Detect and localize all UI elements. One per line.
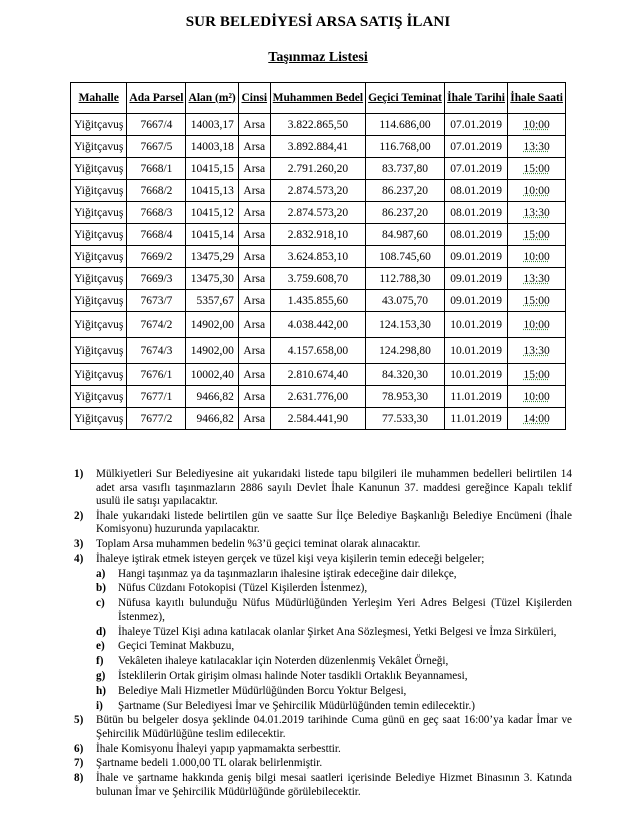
table-cell: 2.631.776,00 <box>270 386 365 408</box>
table-cell: Yiğitçavuş <box>71 158 127 180</box>
table-cell: 15:00 <box>508 158 566 180</box>
document-text: Nüfus Cüzdanı Fotokopisi (Tüzel Kişilerden İstenmez), <box>118 582 368 595</box>
table-cell: 2.810.674,40 <box>270 364 365 386</box>
table-cell: 14003,17 <box>186 114 238 136</box>
document-text: Hangi taşınmaz ya da taşınmazların ihalesine iştirak edeceğine dair dilekçe, <box>118 567 457 580</box>
condition-item <box>74 510 572 537</box>
column-header: Geçici Teminat <box>366 83 445 114</box>
table-cell: 7674/3 <box>127 338 186 364</box>
column-header: Alan (m²) <box>186 83 238 114</box>
table-cell: Arsa <box>238 202 270 224</box>
table-cell: 10415,15 <box>186 158 238 180</box>
table-cell: Arsa <box>238 136 270 158</box>
table-header-row <box>71 83 566 114</box>
table-cell: 4.157.658,00 <box>270 338 365 364</box>
table-cell: Arsa <box>238 158 270 180</box>
table-cell: Arsa <box>238 386 270 408</box>
table-row <box>71 268 566 290</box>
document-text: İsteklilerin Ortak girişim olması halinde Noter tasdikli Ortaklık Beyannamesi, <box>118 669 468 682</box>
document-text: Nüfusa kayıtlı bulunduğu Nüfus Müdürlüğünden Yerleşim Yeri Adres Belgesi (Tüzel Kişilerden İstenmez), <box>118 597 572 623</box>
document-letter: e) <box>96 640 105 653</box>
table-cell: 07.01.2019 <box>444 114 507 136</box>
table-cell: 07.01.2019 <box>444 136 507 158</box>
document-letter: c) <box>96 597 105 610</box>
condition-item <box>74 538 572 552</box>
table-cell: 10:00 <box>508 312 566 338</box>
table-cell: 10.01.2019 <box>444 364 507 386</box>
document-item <box>96 700 572 714</box>
table-cell: 86.237,20 <box>366 202 445 224</box>
table-cell: 14:00 <box>508 408 566 430</box>
table-cell: 2.874.573,20 <box>270 202 365 224</box>
table-body <box>71 114 566 430</box>
condition-number: 8) <box>74 772 84 785</box>
table-cell: 2.874.573,20 <box>270 180 365 202</box>
document-text: Belediye Mali Hizmetler Müdürlüğünden Borcu Yoktur Belgesi, <box>118 684 407 697</box>
condition-number: 4) <box>74 552 84 565</box>
table-row <box>71 338 566 364</box>
table-cell: Arsa <box>238 364 270 386</box>
table-cell: 3.624.853,10 <box>270 246 365 268</box>
column-header: İhale Saati <box>508 83 566 114</box>
announcement-title: SUR BELEDİYESİ ARSA SATIŞ İLANI <box>185 14 451 30</box>
table-cell: Yiğitçavuş <box>71 202 127 224</box>
table-cell: 9466,82 <box>186 386 238 408</box>
table-cell: 10002,40 <box>186 364 238 386</box>
condition-text: Mülkiyetleri Sur Belediyesine ait yukarıdaki listede tapu bilgileri ile muhammen bedelleri belirtilen 14 adet arsa vasıflı taşınmazların 2886 sayılı Devlet İhale Kanunun 37. maddesi gereğince Kapalı teklif usulü ile satışı yapılacaktır. <box>96 468 572 507</box>
document-item <box>96 685 572 699</box>
table-cell: Yiğitçavuş <box>71 136 127 158</box>
condition-item <box>74 553 572 567</box>
table-cell: 11.01.2019 <box>444 408 507 430</box>
document-item <box>96 568 572 582</box>
table-cell: Yiğitçavuş <box>71 224 127 246</box>
table-cell: 84.320,30 <box>366 364 445 386</box>
table-cell: Yiğitçavuş <box>71 338 127 364</box>
column-header: Ada Parsel <box>127 83 186 114</box>
table-cell: 08.01.2019 <box>444 180 507 202</box>
condition-number: 7) <box>74 757 84 770</box>
table-cell: 43.075,70 <box>366 290 445 312</box>
table-cell: Yiğitçavuş <box>71 408 127 430</box>
table-row <box>71 246 566 268</box>
table-cell: 10415,14 <box>186 224 238 246</box>
table-cell: 7668/1 <box>127 158 186 180</box>
table-cell: 7667/5 <box>127 136 186 158</box>
table-cell: 7677/1 <box>127 386 186 408</box>
condition-text: Toplam Arsa muhammen bedelin %3’ü geçici teminat olarak alınacaktır. <box>96 538 421 551</box>
table-cell: 3.892.884,41 <box>270 136 365 158</box>
table-cell: Arsa <box>238 312 270 338</box>
document-text: Vekâleten ihaleye katılacaklar için Noterden düzenlenmiş Vekâlet Örneği, <box>118 655 449 668</box>
required-documents-list <box>96 568 572 713</box>
table-cell: 3.759.608,70 <box>270 268 365 290</box>
table-cell: 86.237,20 <box>366 180 445 202</box>
table-cell: 7668/4 <box>127 224 186 246</box>
table-cell: 13475,29 <box>186 246 238 268</box>
table-cell: 7676/1 <box>127 364 186 386</box>
table-cell: 14003,18 <box>186 136 238 158</box>
table-cell: Arsa <box>238 408 270 430</box>
table-cell: 4.038.442,00 <box>270 312 365 338</box>
condition-number: 1) <box>74 468 84 480</box>
table-cell: Arsa <box>238 180 270 202</box>
table-cell: Arsa <box>238 268 270 290</box>
table-cell: 10.01.2019 <box>444 312 507 338</box>
table-cell: 14902,00 <box>186 338 238 364</box>
table-cell: 10:00 <box>508 246 566 268</box>
table-cell: 09.01.2019 <box>444 290 507 312</box>
table-cell: Yiğitçavuş <box>71 114 127 136</box>
table-cell: 108.745,60 <box>366 246 445 268</box>
table-cell: Yiğitçavuş <box>71 180 127 202</box>
condition-number: 6) <box>74 742 84 755</box>
table-cell: 09.01.2019 <box>444 268 507 290</box>
table-cell: 7669/3 <box>127 268 186 290</box>
table-cell: 15:00 <box>508 224 566 246</box>
table-row <box>71 386 566 408</box>
table-cell: 15:00 <box>508 290 566 312</box>
table-row <box>71 408 566 430</box>
document-text: İhaleye Tüzel Kişi adına katılacak olanlar Şirket Ana Sözleşmesi, Yetki Belgesi ve İmza Sirküleri, <box>118 625 557 638</box>
property-table <box>70 82 566 430</box>
list-subtitle: Taşınmaz Listesi <box>268 50 368 65</box>
table-cell: 84.987,60 <box>366 224 445 246</box>
table-cell: 112.788,30 <box>366 268 445 290</box>
table-cell: Arsa <box>238 290 270 312</box>
table-cell: 83.737,80 <box>366 158 445 180</box>
table-cell: 08.01.2019 <box>444 224 507 246</box>
table-row <box>71 114 566 136</box>
condition-item <box>74 714 572 741</box>
table-cell: 77.533,30 <box>366 408 445 430</box>
document-letter: d) <box>96 625 106 638</box>
table-cell: 10.01.2019 <box>444 338 507 364</box>
document-item <box>96 640 572 654</box>
table-cell: 15:00 <box>508 364 566 386</box>
table-cell: 124.153,30 <box>366 312 445 338</box>
table-cell: 10415,13 <box>186 180 238 202</box>
table-cell: Yiğitçavuş <box>71 246 127 268</box>
document-letter: a) <box>96 567 106 580</box>
column-header: Muhammen Bedel <box>270 83 365 114</box>
condition-text: İhale yukarıdaki listede belirtilen gün ve saatte Sur İlçe Belediye Başkanlığı Belediye Encümeni (İhale Komisyonu) huzurunda yapılacaktır. <box>96 509 572 536</box>
table-cell: 7674/2 <box>127 312 186 338</box>
table-row <box>71 158 566 180</box>
table-cell: 5357,67 <box>186 290 238 312</box>
table-row <box>71 312 566 338</box>
table-cell: 09.01.2019 <box>444 246 507 268</box>
table-cell: 11.01.2019 <box>444 386 507 408</box>
condition-item <box>74 757 572 771</box>
table-cell: 116.768,00 <box>366 136 445 158</box>
table-row <box>71 364 566 386</box>
table-cell: Arsa <box>238 224 270 246</box>
condition-item <box>74 743 572 757</box>
table-cell: 1.435.855,60 <box>270 290 365 312</box>
document-text: Geçici Teminat Makbuzu, <box>118 640 235 653</box>
table-cell: 124.298,80 <box>366 338 445 364</box>
table-cell: 13:30 <box>508 338 566 364</box>
document-item <box>96 655 572 669</box>
document-item <box>96 626 572 640</box>
table-cell: Yiğitçavuş <box>71 290 127 312</box>
table-cell: 13475,30 <box>186 268 238 290</box>
table-cell: 7668/2 <box>127 180 186 202</box>
document-text: Şartname (Sur Belediyesi İmar ve Şehircilik Müdürlüğünden temin edilecektir.) <box>118 699 475 712</box>
table-cell: 13:30 <box>508 268 566 290</box>
condition-text: Bütün bu belgeler dosya şeklinde 04.01.2019 tarihinde Cuma günü en geç saat 16:00’ya kadar İmar ve Şehircilik Müdürlüğüne teslim edilecektir. <box>96 714 572 740</box>
document-letter: h) <box>96 684 106 697</box>
column-header: İhale Tarihi <box>444 83 507 114</box>
table-cell: Yiğitçavuş <box>71 386 127 408</box>
condition-text: İhaleye iştirak etmek isteyen gerçek ve tüzel kişi veya kişilerin temin edeceği belgeler; <box>96 552 485 565</box>
column-header: Mahalle <box>71 83 127 114</box>
document-item <box>96 597 572 624</box>
table-cell: 78.953,30 <box>366 386 445 408</box>
table-cell: 7669/2 <box>127 246 186 268</box>
table-cell: 7677/2 <box>127 408 186 430</box>
table-cell: 2.791.260,20 <box>270 158 365 180</box>
table-cell: 2.832.918,10 <box>270 224 365 246</box>
document-item <box>96 670 572 684</box>
table-row <box>71 290 566 312</box>
table-cell: Arsa <box>238 246 270 268</box>
table-row <box>71 136 566 158</box>
table-cell: Yiğitçavuş <box>71 312 127 338</box>
table-cell: 7673/7 <box>127 290 186 312</box>
table-cell: Yiğitçavuş <box>71 364 127 386</box>
table-cell: 10:00 <box>508 114 566 136</box>
condition-number: 5) <box>74 714 84 727</box>
condition-number: 3) <box>74 538 84 551</box>
conditions-list <box>74 468 572 801</box>
condition-item <box>74 772 572 799</box>
column-header: Cinsi <box>238 83 270 114</box>
table-row <box>71 202 566 224</box>
document-letter: g) <box>96 669 106 682</box>
condition-number: 2) <box>74 509 84 522</box>
table-cell: 114.686,00 <box>366 114 445 136</box>
condition-text: Şartname bedeli 1.000,00 TL olarak belirlenmiştir. <box>96 757 323 770</box>
table-cell: 7667/4 <box>127 114 186 136</box>
table-cell: 08.01.2019 <box>444 202 507 224</box>
document-letter: i) <box>96 699 103 712</box>
table-cell: 13:30 <box>508 202 566 224</box>
condition-text: İhale Komisyonu İhaleyi yapıp yapmamakta serbesttir. <box>96 742 341 755</box>
table-cell: Arsa <box>238 114 270 136</box>
table-cell: 13:30 <box>508 136 566 158</box>
table-cell: 10:00 <box>508 386 566 408</box>
document-letter: b) <box>96 582 106 595</box>
condition-item <box>74 468 572 509</box>
table-row <box>71 180 566 202</box>
document-letter: f) <box>96 655 104 668</box>
condition-text: İhale ve şartname hakkında geniş bilgi mesai saatleri içerisinde Belediye Hizmet Binasının 3. Katında bulunan İmar ve Şehircilik Müdürlüğünde görülebilecektir. <box>96 772 572 798</box>
document-item <box>96 582 572 596</box>
table-cell: 14902,00 <box>186 312 238 338</box>
table-cell: Yiğitçavuş <box>71 268 127 290</box>
table-cell: 9466,82 <box>186 408 238 430</box>
table-row <box>71 224 566 246</box>
table-cell: 2.584.441,90 <box>270 408 365 430</box>
table-cell: 07.01.2019 <box>444 158 507 180</box>
table-cell: Arsa <box>238 338 270 364</box>
table-cell: 10:00 <box>508 180 566 202</box>
table-cell: 10415,12 <box>186 202 238 224</box>
table-cell: 3.822.865,50 <box>270 114 365 136</box>
table-cell: 7668/3 <box>127 202 186 224</box>
